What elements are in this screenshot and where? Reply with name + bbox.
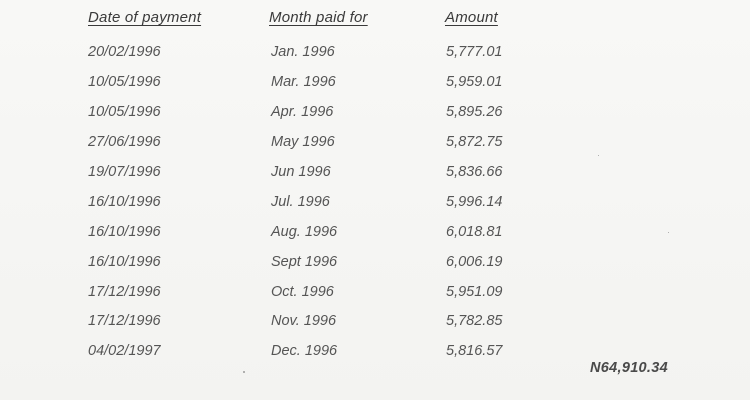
header-month-paid-for: Month paid for xyxy=(269,9,368,26)
table-row xyxy=(0,134,750,156)
month-paid: Dec. 1996 xyxy=(271,343,338,359)
payment-date: 10/05/1996 xyxy=(88,74,161,90)
amount-value: 6,018.81 xyxy=(446,224,503,240)
amount-value: 5,996.14 xyxy=(446,194,503,210)
table-row xyxy=(0,164,750,186)
month-paid: Sept 1996 xyxy=(271,254,338,270)
scan-speck xyxy=(243,371,245,373)
table-row xyxy=(0,44,750,66)
month-paid: Nov. 1996 xyxy=(271,313,337,329)
amount-value: 6,006.19 xyxy=(446,254,503,270)
amount-value: 5,782.85 xyxy=(446,313,503,329)
table-row xyxy=(0,194,750,216)
table-row xyxy=(0,284,750,306)
table-row xyxy=(0,313,750,335)
scan-speck xyxy=(598,155,599,156)
header-date-of-payment: Date of payment xyxy=(88,9,202,26)
table-row xyxy=(0,74,750,96)
payment-date: 16/10/1996 xyxy=(88,254,161,270)
table-row xyxy=(0,254,750,276)
payment-date: 04/02/1997 xyxy=(88,343,161,359)
amount-value: 5,959.01 xyxy=(446,74,503,90)
month-paid: Jul. 1996 xyxy=(271,194,330,210)
month-paid: May 1996 xyxy=(271,134,335,150)
header-amount: Amount xyxy=(445,9,498,26)
amount-value: 5,836.66 xyxy=(446,164,503,180)
month-paid: Jun 1996 xyxy=(271,164,331,180)
table-row xyxy=(0,224,750,246)
month-paid: Mar. 1996 xyxy=(271,74,336,90)
total-amount: N64,910.34 xyxy=(590,360,668,376)
scan-speck xyxy=(668,232,669,233)
payment-date: 17/12/1996 xyxy=(88,284,161,300)
payment-date: 20/02/1996 xyxy=(88,44,161,60)
month-paid: Aug. 1996 xyxy=(271,224,338,240)
month-paid: Apr. 1996 xyxy=(271,104,334,120)
payment-date: 16/10/1996 xyxy=(88,194,161,210)
payment-date: 10/05/1996 xyxy=(88,104,161,120)
payment-date: 16/10/1996 xyxy=(88,224,161,240)
amount-value: 5,816.57 xyxy=(446,343,503,359)
payment-date: 27/06/1996 xyxy=(88,134,161,150)
payment-date: 19/07/1996 xyxy=(88,164,161,180)
amount-value: 5,951.09 xyxy=(446,284,503,300)
table-row xyxy=(0,104,750,126)
month-paid: Jan. 1996 xyxy=(271,44,335,60)
payment-date: 17/12/1996 xyxy=(88,313,161,329)
amount-value: 5,872.75 xyxy=(446,134,503,150)
month-paid: Oct. 1996 xyxy=(271,284,334,300)
amount-value: 5,895.26 xyxy=(446,104,503,120)
amount-value: 5,777.01 xyxy=(446,44,503,60)
